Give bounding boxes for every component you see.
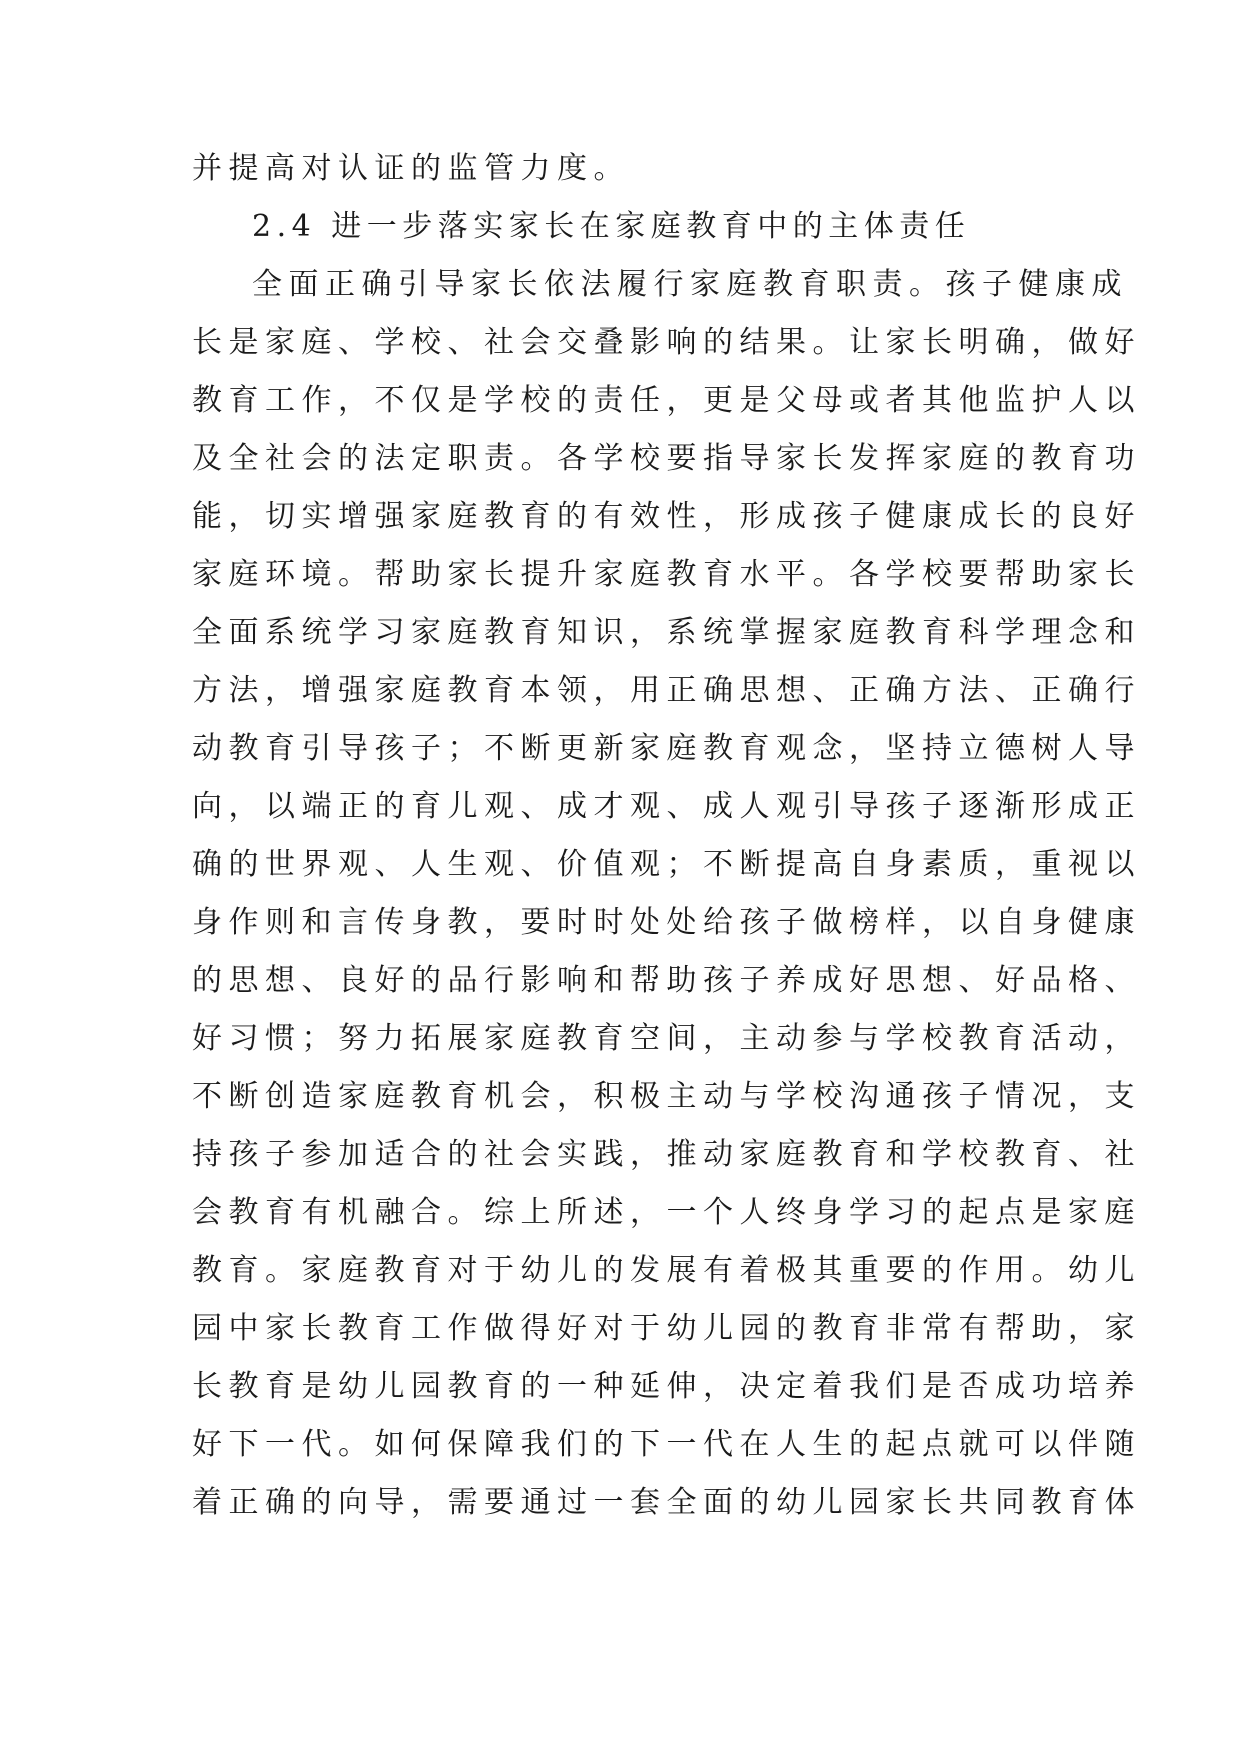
- text-line: 向，以端正的育儿观、成才观、成人观引导孩子逐渐形成正: [192, 789, 1141, 824]
- text-line: 着正确的向导，需要通过一套全面的幼儿园家长共同教育体: [192, 1485, 1141, 1520]
- text-line: 好习惯；努力拓展家庭教育空间，主动参与学校教育活动，: [192, 1021, 1141, 1056]
- paragraph-first-line: 全面正确引导家长依法履行家庭教育职责。孩子健康成: [252, 267, 1128, 302]
- text-line: 全面系统学习家庭教育知识，系统掌握家庭教育科学理念和: [192, 615, 1141, 650]
- section-heading: 2.4 进一步落实家长在家庭教育中的主体责任: [252, 209, 971, 244]
- text-line: 确的世界观、人生观、价值观；不断提高自身素质，重视以: [192, 847, 1141, 882]
- text-line-continuation: 并提高对认证的监管力度。: [192, 151, 630, 186]
- text-line: 方法，增强家庭教育本领，用正确思想、正确方法、正确行: [192, 673, 1141, 708]
- text-line: 能，切实增强家庭教育的有效性，形成孩子健康成长的良好: [192, 499, 1141, 534]
- text-line: 持孩子参加适合的社会实践，推动家庭教育和学校教育、社: [192, 1137, 1141, 1172]
- text-line: 会教育有机融合。综上所述，一个人终身学习的起点是家庭: [192, 1195, 1141, 1230]
- text-line: 动教育引导孩子；不断更新家庭教育观念，坚持立德树人导: [192, 731, 1141, 766]
- text-line: 不断创造家庭教育机会，积极主动与学校沟通孩子情况，支: [192, 1079, 1141, 1114]
- text-line: 长教育是幼儿园教育的一种延伸，决定着我们是否成功培养: [192, 1369, 1141, 1404]
- text-line: 身作则和言传身教，要时时处处给孩子做榜样，以自身健康: [192, 905, 1141, 940]
- text-line: 教育。家庭教育对于幼儿的发展有着极其重要的作用。幼儿: [192, 1253, 1141, 1288]
- text-line: 家庭环境。帮助家长提升家庭教育水平。各学校要帮助家长: [192, 557, 1141, 592]
- text-line: 的思想、良好的品行影响和帮助孩子养成好思想、好品格、: [192, 963, 1141, 998]
- text-line: 园中家长教育工作做得好对于幼儿园的教育非常有帮助，家: [192, 1311, 1141, 1346]
- text-line: 教育工作，不仅是学校的责任，更是父母或者其他监护人以: [192, 383, 1141, 418]
- text-line: 及全社会的法定职责。各学校要指导家长发挥家庭的教育功: [192, 441, 1141, 476]
- text-line: 好下一代。如何保障我们的下一代在人生的起点就可以伴随: [192, 1427, 1141, 1462]
- text-line: 长是家庭、学校、社会交叠影响的结果。让家长明确，做好: [192, 325, 1141, 360]
